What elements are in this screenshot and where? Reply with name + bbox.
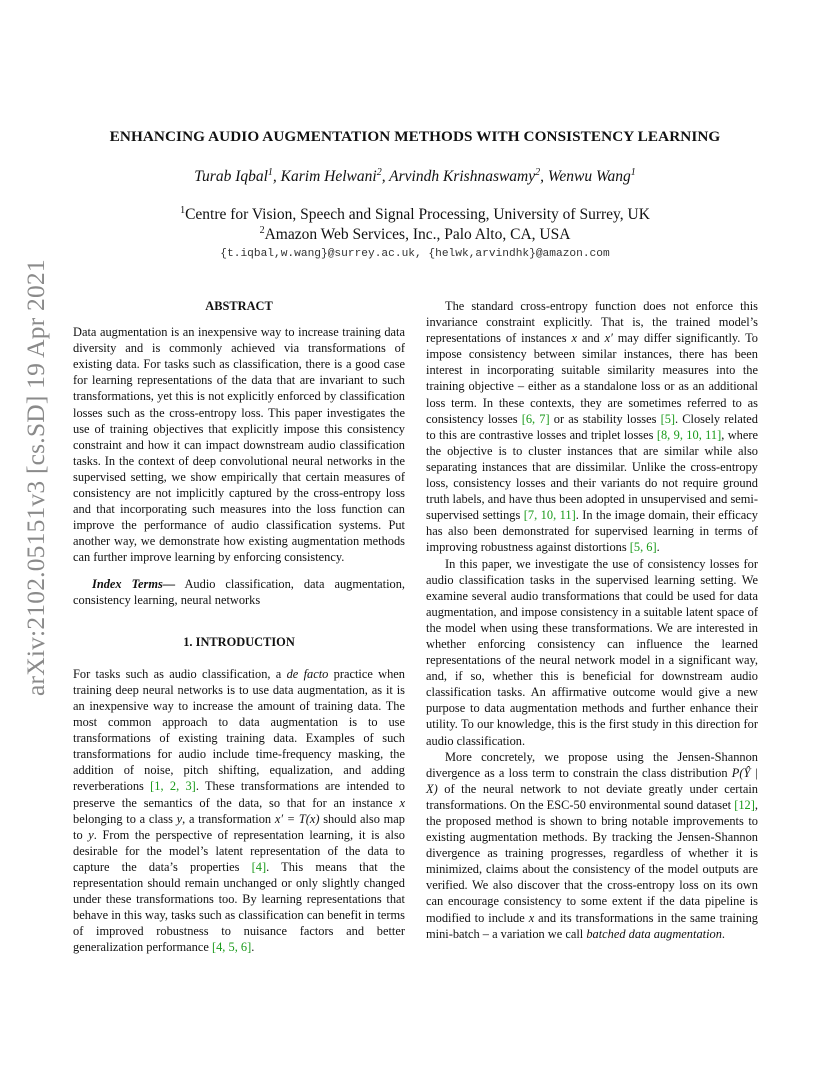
citation-link[interactable]: [4] bbox=[251, 859, 267, 874]
citation-link[interactable]: [1, 2, 3] bbox=[150, 779, 196, 794]
index-terms-text: Audio classification, data augmentation, consistency learning, neural networks bbox=[73, 576, 406, 607]
citation-link[interactable]: [12] bbox=[734, 797, 755, 812]
affiliation-line bbox=[60, 206, 770, 224]
citation-link[interactable]: [7, 10, 11] bbox=[523, 508, 576, 523]
affiliation-number: 1 bbox=[180, 204, 186, 216]
intro-paragraph: For tasks such as audio classification, a de facto practice when training deep neural networks is to use data augmentation, as it is an inexpensive way to increase the amount of training data. The most common approach to data augmentation is to use transformations of existing training data. Examples of such transformations for audio include time-frequency masking, the addition of noise, pitch shifting, equalization, and adding reverberations [1, 2, 3]. These transformations are intended to preserve the semantics of the data, so that for an instance x belonging to a class y, a transformation x′ = T(x) should also map to y. From the perspective of representation learning, it is also desirable for the model’s latent representation of the data to capture the data’s properties [4]. This means that the representation should remain unchanged or only slightly changed under these transformations too. By learning representations that behave in this way, tasks such as classification can benefit in terms of improved robustness to nuisance factors and better generalization performance [4, 5, 6]. bbox=[73, 666, 406, 955]
citation-link[interactable]: [5, 6] bbox=[629, 540, 657, 555]
index-terms bbox=[73, 576, 405, 608]
affiliation-mark: 2 bbox=[376, 166, 382, 178]
affiliation-line bbox=[60, 226, 770, 244]
author-list: Turab Iqbal$^1$, Karim Helwani$^2$, Arvindh Krishnaswamy$^2$, Wenwu Wang$^1$ bbox=[194, 166, 636, 185]
body-paragraph: In this paper, we investigate the use of consistency losses for audio classification tasks in the supervised learning setting. We examine several audio transformations that could be used for data augmentation, and impose consistency in a suitable latent space of the model when using these transformations. We are interested in whether enforcing consistency can influence the learned representations of the neural network model in a significant way, and, if so, whether this is beneficial for downstream audio classification tasks. An affirmative outcome would give a new purpose to data augmentation methods and further enhance their utility. To our knowledge, this is the first study in this direction for audio classification. bbox=[426, 556, 758, 748]
paper-title: ENHANCING AUDIO AUGMENTATION METHODS WITH CONSISTENCY LEARNING bbox=[109, 128, 721, 145]
body-paragraph: The standard cross-entropy function does not enforce this invariance constraint explicitly. That is, the trained model’s representations of instances x and x′ may differ significantly. To impose consistency between similar instances, there has been interest in incorporating suitable similarity measures into the training objective – either as a standalone loss or as an additional loss term. In these contexts, they are sometimes referred to as consistency losses [6, 7] or as stability losses [5]. Closely related to this are contrastive losses and triplet losses [8, 9, 10, 11], where the objective is to cluster instances that are similar while also separating instances that are dissimilar. Unlike the cross-entropy loss, consistency losses and their variants do not require ground truth labels, and have thus been adopted in unsupervised and semi-supervised settings [7, 10, 11]. In the image domain, their efficacy has also been demonstrated for supervised learning in terms of improving robustness against distortions [5, 6]. bbox=[426, 299, 758, 555]
author-name: Turab Iqbal bbox=[194, 168, 268, 185]
citation-link[interactable]: [8, 9, 10, 11] bbox=[656, 427, 722, 442]
affiliation-number: 2 bbox=[259, 224, 265, 236]
abstract-heading: ABSTRACT bbox=[205, 299, 273, 313]
citation-link[interactable]: [6, 7] bbox=[521, 411, 550, 426]
author-name: Wenwu Wang bbox=[547, 168, 631, 185]
body-paragraph: More concretely, we propose using the Jensen-Shannon divergence as a loss term to constrain the class distribution P(Ŷ | X) of the neural network to not deviate greatly under certain transformations. On the ESC-50 environmental sound dataset [12], the proposed method is shown to bring notable improvements to existing augmentation methods. By tracking the Jensen-Shannon divergence as training progresses, regardless of whether it is minimized, claims about the consistency of the model outputs are verified. We also discover that the cross-entropy loss on its own can encourage consistency to some extent if the data pipeline is modified to include x and its transformations in the same training mini-batch – a variation we call batched data augmentation. bbox=[426, 749, 758, 941]
arxiv-identifier: arXiv:2102.05151v3 [cs.SD] 19 Apr 2021 bbox=[21, 259, 50, 696]
affiliation-mark: 1 bbox=[630, 166, 636, 178]
citation-link[interactable]: [5] bbox=[660, 411, 676, 426]
author-name: Arvindh Krishnaswamy bbox=[389, 168, 536, 185]
right-column bbox=[426, 298, 758, 942]
affiliation-text: Amazon Web Services, Inc., Palo Alto, CA, USA bbox=[264, 226, 571, 243]
affiliation-mark: 1 bbox=[267, 166, 273, 178]
section-heading-introduction: 1. INTRODUCTION bbox=[183, 634, 295, 649]
citation-link[interactable]: [4, 5, 6] bbox=[211, 940, 252, 955]
author-emails: {t.iqbal,w.wang}@surrey.ac.uk, {helwk,arvindhk}@amazon.com bbox=[220, 248, 610, 260]
abstract-text: Data augmentation is an inexpensive way to increase training data diversity and is commonly achieved via transformations of existing data. For tasks such as classification, there is a good case for learning representations of the data that are invariant to such transformations, yet this is not explicitly enforced by classification losses such as the cross-entropy loss. This paper investigates the use of training objectives that explicitly impose this consistency constraint and how it can impact downstream audio classification tasks. In the context of deep convolutional neural networks in the supervised setting, we show empirically that certain measures of consistency are not implicitly captured by the cross-entropy loss and that incorporating such measures into the loss function can improve the performance of audio classification systems. Put another way, we demonstrate how existing augmentation methods can further improve learning by enforcing consistency. bbox=[73, 325, 405, 565]
author-name: Karim Helwani bbox=[280, 168, 377, 185]
left-column bbox=[73, 298, 405, 955]
affiliation-mark: 2 bbox=[535, 166, 541, 178]
affiliation-text: Centre for Vision, Speech and Signal Processing, University of Surrey, UK bbox=[185, 206, 650, 223]
index-terms-label: Index Terms— bbox=[92, 576, 176, 591]
